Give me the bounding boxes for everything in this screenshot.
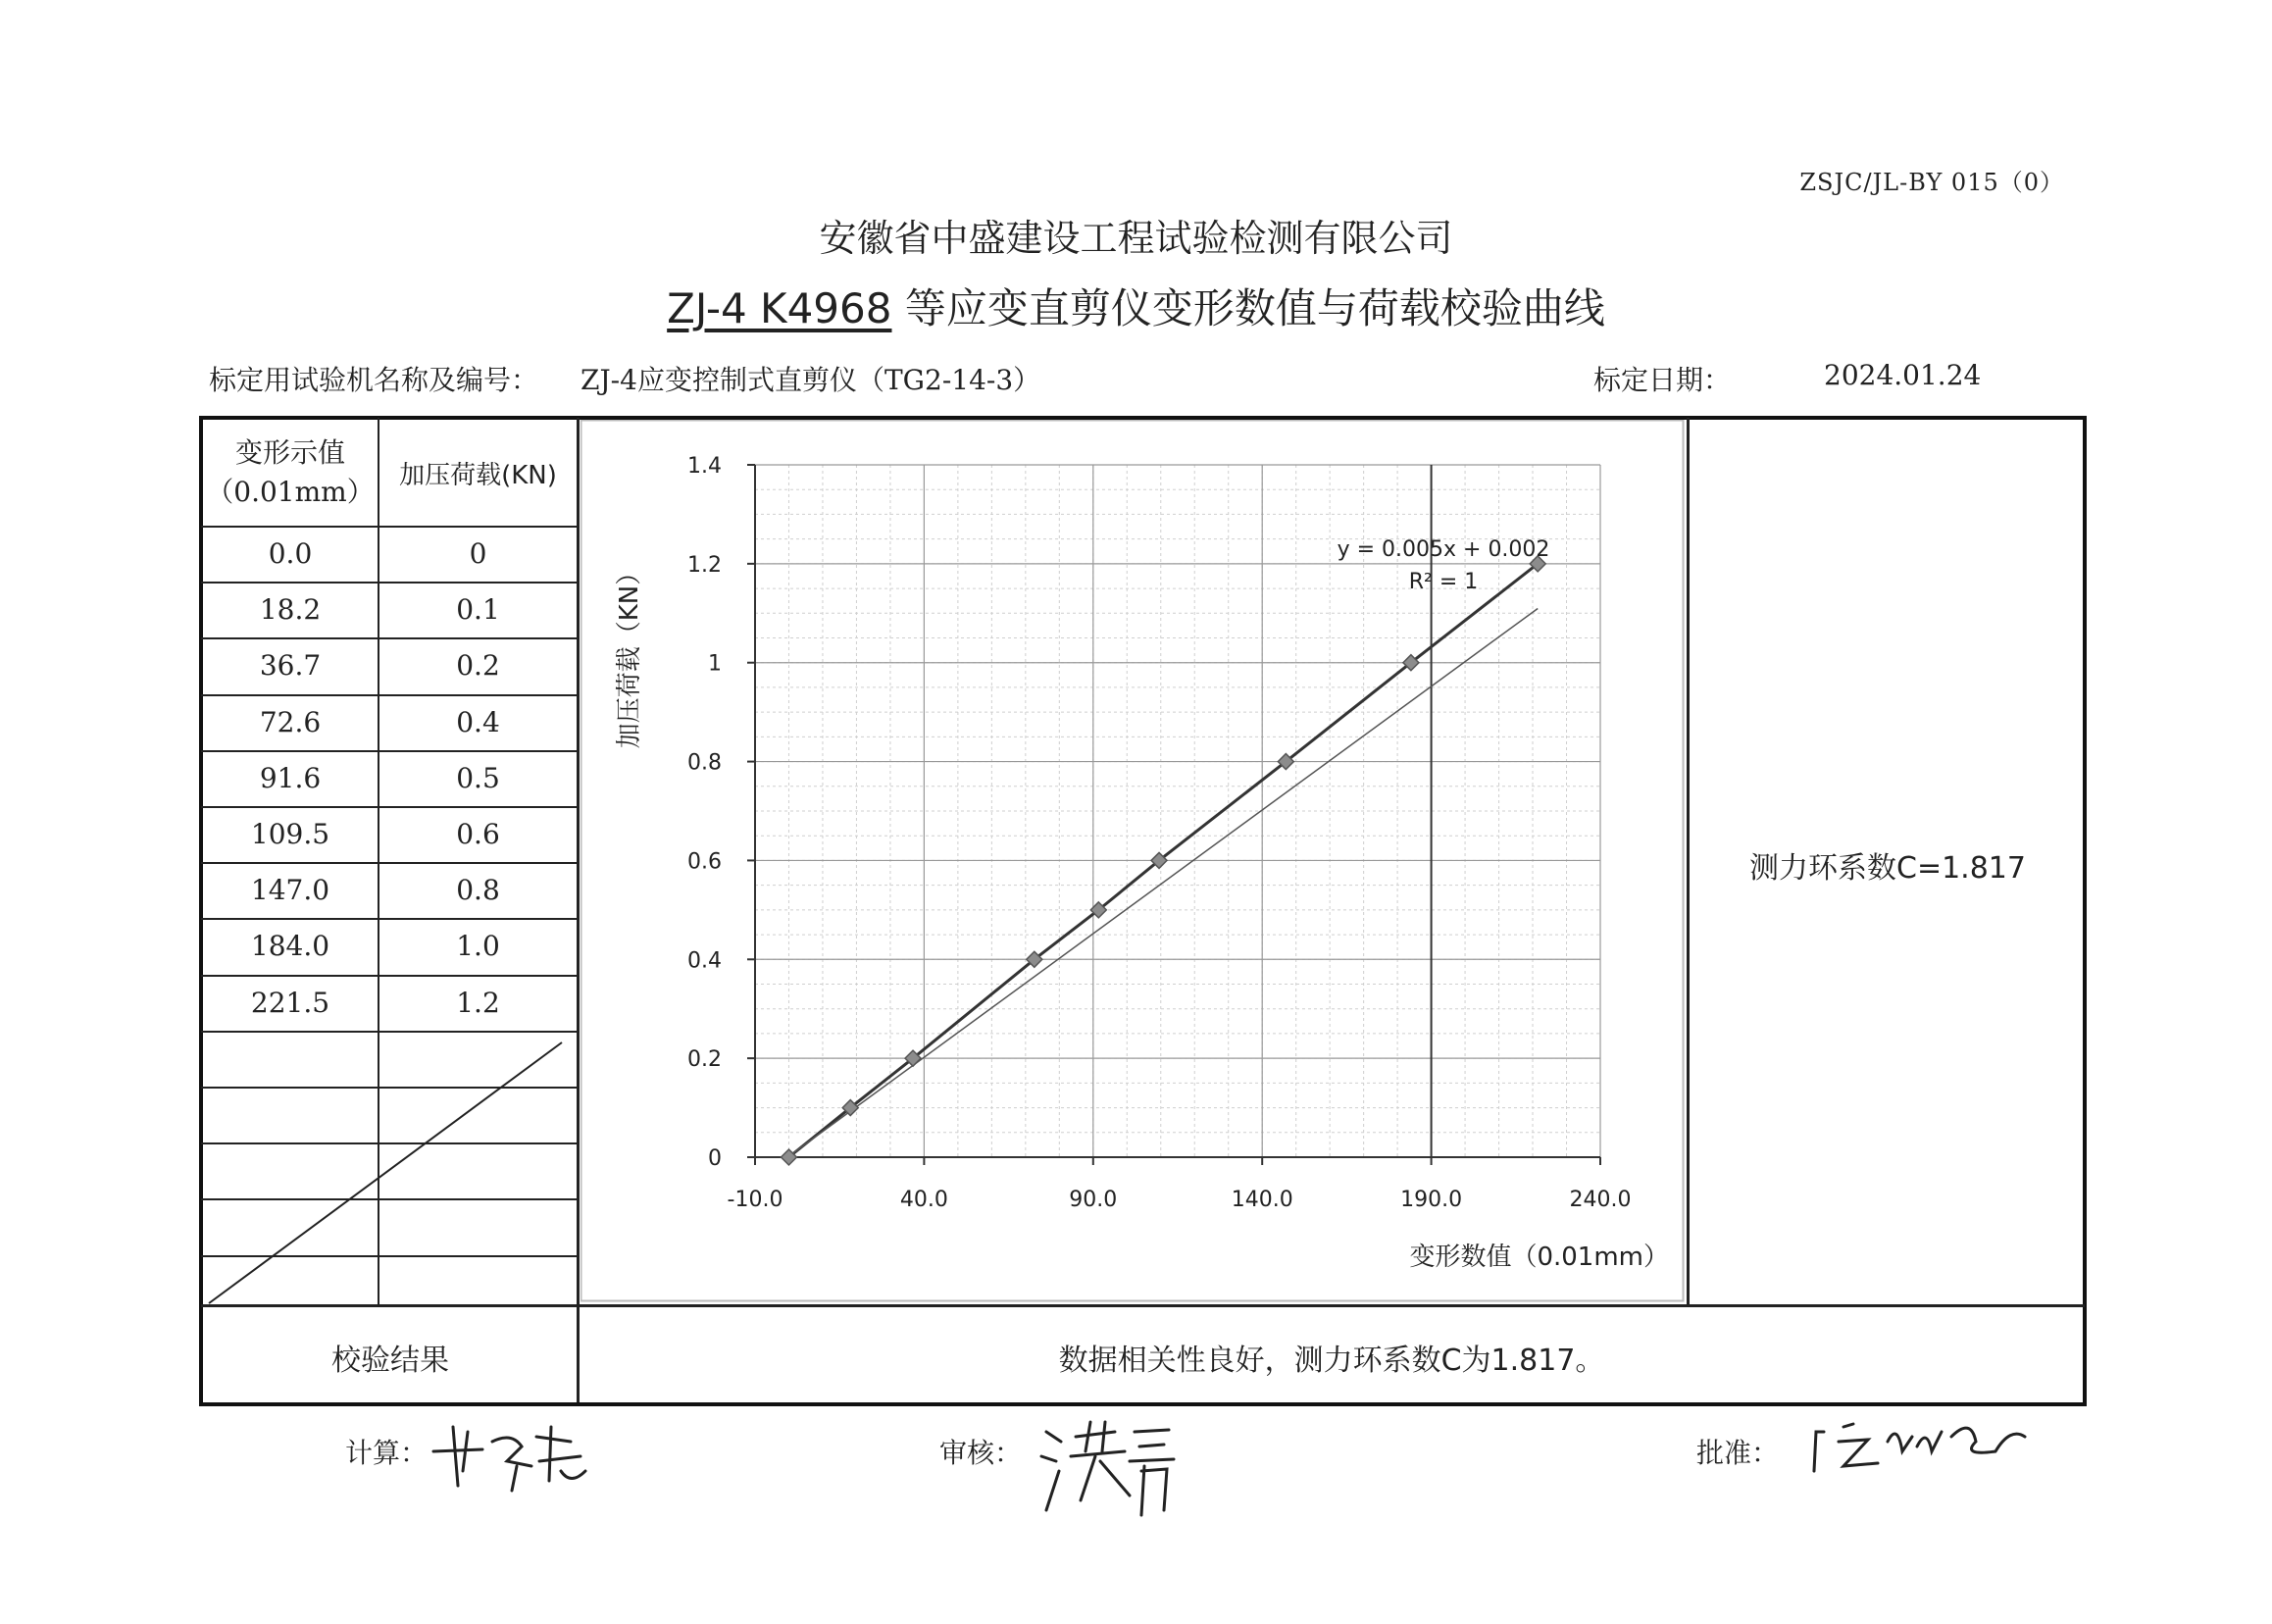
load-value: 0.8 [456, 874, 500, 906]
approve-signature [1804, 1412, 2040, 1481]
approve-label: 批准： [1696, 1437, 1780, 1469]
title-model: ZJ-4 K4968 [667, 284, 892, 332]
load-value: 0.2 [456, 649, 500, 682]
load-value: 0.4 [456, 706, 500, 738]
calc-signature [424, 1412, 590, 1500]
load-value: 1.2 [456, 987, 500, 1019]
deform-value: 0.0 [268, 537, 313, 570]
title-text: 等应变直剪仪变形数值与荷载校验曲线 [891, 284, 1605, 332]
trendline-r2: R² = 1 [1408, 570, 1479, 594]
empty-rows-strike [201, 1025, 579, 1309]
load-value: 0.1 [456, 593, 500, 626]
document-code: ZSJC/JL-BY 015（0） [1799, 169, 2064, 196]
y-tick-label: 0.4 [687, 948, 722, 974]
load-value: 0 [469, 537, 487, 570]
x-tick-label: -10.0 [727, 1188, 783, 1212]
calc-label: 计算： [345, 1437, 429, 1469]
y-tick-label: 1 [708, 651, 722, 677]
load-header: 加压荷载(KN) [399, 460, 557, 490]
x-tick-label: 90.0 [1069, 1188, 1118, 1212]
calibration-chart [581, 420, 1685, 1302]
y-axis-label: 加压荷载（KN） [615, 559, 644, 749]
load-value: 0.6 [456, 818, 500, 850]
y-tick-label: 0.2 [687, 1047, 722, 1073]
result-label: 校验结果 [331, 1344, 449, 1378]
deform-value: 72.6 [259, 706, 322, 738]
x-tick-label: 40.0 [899, 1188, 948, 1212]
deform-header-line1: 变形示值 [234, 436, 345, 469]
deform-value: 18.2 [259, 593, 322, 626]
deform-header-line2: （0.01mm） [206, 476, 375, 508]
date-label: 标定日期： [1593, 364, 1732, 396]
x-axis-label: 变形数值（0.01mm） [1409, 1243, 1669, 1272]
machine-label: 标定用试验机名称及编号： [209, 364, 539, 396]
deform-value: 109.5 [250, 818, 330, 850]
load-value: 1.0 [456, 930, 500, 962]
deform-value: 147.0 [250, 874, 330, 906]
load-value: 0.5 [456, 762, 500, 794]
review-label: 审核： [939, 1437, 1023, 1469]
x-tick-label: 190.0 [1400, 1188, 1463, 1212]
y-tick-label: 1.4 [687, 454, 722, 479]
deform-value: 221.5 [250, 987, 330, 1019]
deform-header [203, 420, 378, 526]
y-tick-label: 0.8 [687, 750, 722, 776]
machine-value: ZJ-4应变控制式直剪仪（TG2-14-3） [581, 364, 1041, 396]
trendline-equation: y = 0.005x + 0.002 [1337, 537, 1550, 562]
deform-value: 91.6 [259, 762, 322, 794]
y-tick-label: 0.6 [687, 849, 722, 875]
y-tick-label: 0 [708, 1146, 722, 1171]
ring-coefficient: 测力环系数C=1.817 [1749, 851, 2026, 886]
y-tick-label: 1.2 [687, 552, 722, 578]
date-value: 2024.01.24 [1824, 359, 1982, 391]
deform-value: 184.0 [250, 930, 330, 962]
x-tick-label: 140.0 [1231, 1188, 1293, 1212]
company-name: 安徽省中盛建设工程试验检测有限公司 [819, 217, 1453, 260]
page-title [0, 277, 2272, 335]
result-text: 数据相关性良好，测力环系数C为1.817。 [1058, 1344, 1605, 1378]
deform-value: 36.7 [259, 649, 322, 682]
x-tick-label: 240.0 [1569, 1188, 1632, 1212]
review-signature [1032, 1412, 1179, 1520]
